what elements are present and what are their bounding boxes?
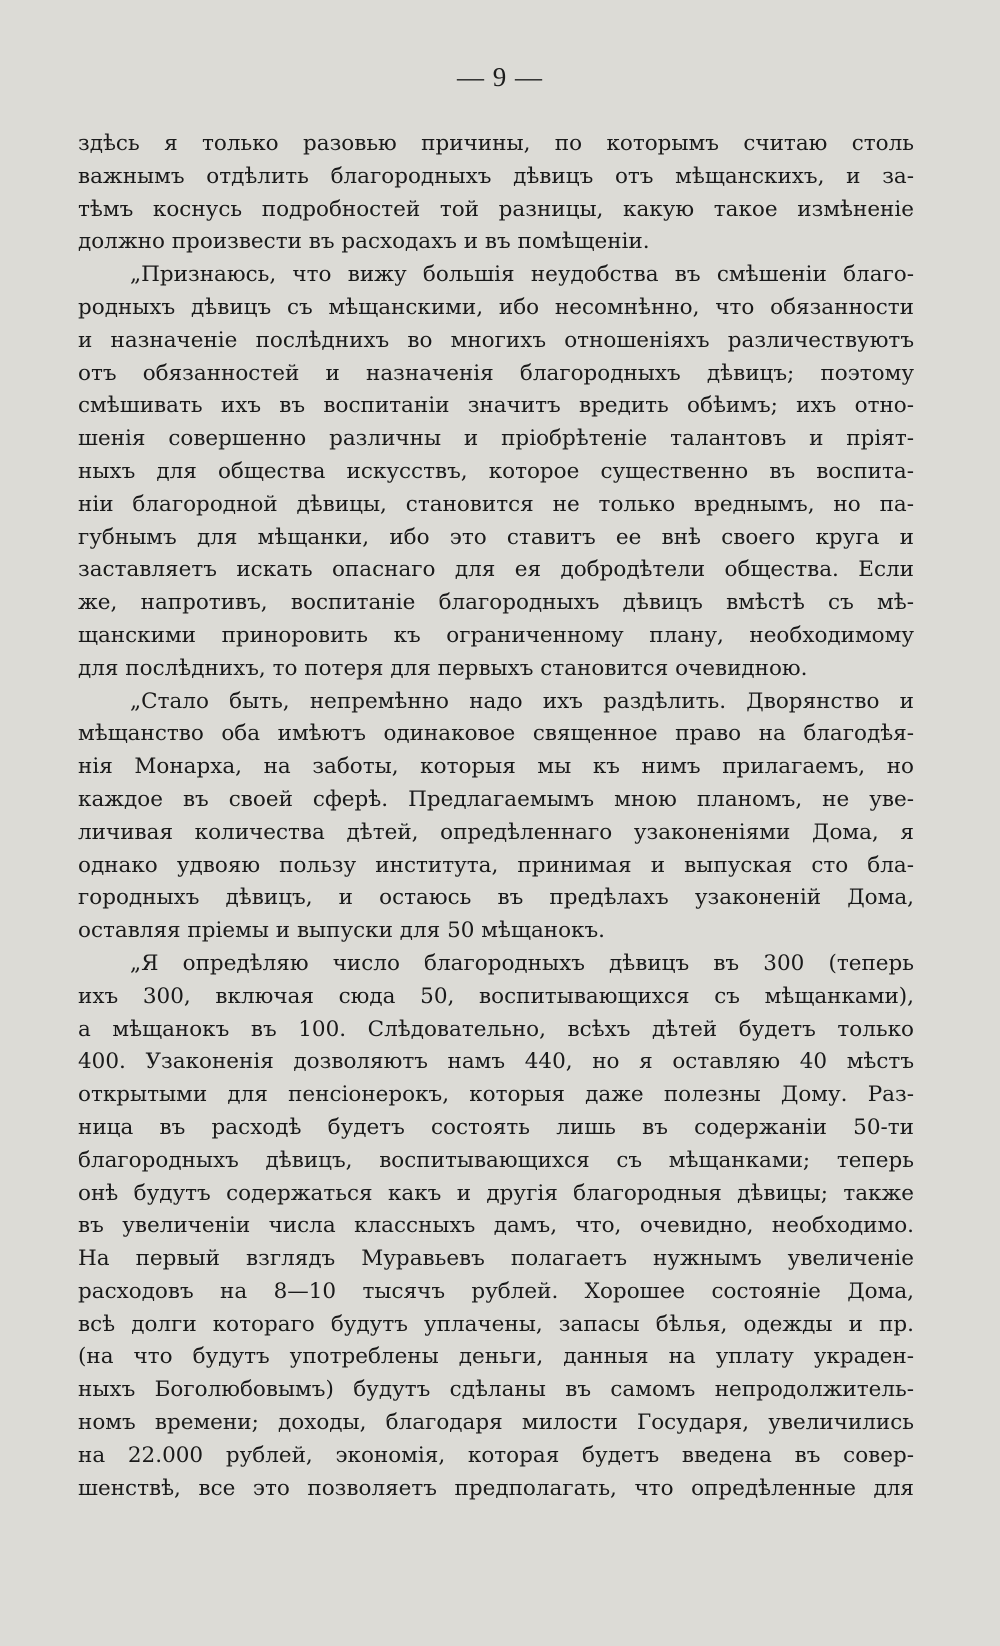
text-line: родныхъ дѣвицъ съ мѣщанскими, ибо несомнѣнно, что обязанности (78, 294, 914, 320)
text-line: важнымъ отдѣлить благородныхъ дѣвицъ отъ мѣщанскихъ, и за- (78, 163, 914, 189)
text-line: губнымъ для мѣщанки, ибо это ставитъ ее внѣ своего круга и (78, 524, 914, 550)
page-number: — 9 — (457, 62, 543, 92)
body-text (78, 128, 914, 1505)
text-line: ница въ расходѣ будетъ состоять лишь въ содержаніи 50-ти (78, 1114, 914, 1140)
text-line: щанскими приноровить къ ограниченному плану, необходимому (78, 622, 914, 648)
text-line: мѣщанство оба имѣютъ одинаковое священное право на благодѣя- (78, 721, 914, 747)
text-line: „Я опредѣляю число благородныхъ дѣвицъ въ 300 (теперь (130, 950, 914, 976)
text-line: ніи благородной дѣвицы, становится не только вреднымъ, но па- (78, 491, 914, 517)
text-line: благородныхъ дѣвицъ, воспитывающихся съ мѣщанками; теперь (78, 1147, 914, 1173)
text-line: (на что будутъ употреблены деньги, данныя на уплату украден- (78, 1344, 914, 1370)
text-line: всѣ долги котораго будутъ уплачены, запасы бѣлья, одежды и пр. (78, 1311, 914, 1337)
text-line: нія Монарха, на заботы, которыя мы къ нимъ прилагаемъ, но (78, 754, 914, 780)
text-line: же, напротивъ, воспитаніе благородныхъ дѣвицъ вмѣстѣ съ мѣ- (78, 590, 914, 616)
text-line: „Признаюсь, что вижу большія неудобства въ смѣшеніи благо- (130, 262, 914, 288)
text-line: заставляетъ искать опаснаго для ея добродѣтели общества. Если (78, 557, 914, 583)
text-line: и назначеніе послѣднихъ во многихъ отношеніяхъ различествуютъ (78, 327, 914, 353)
text-line: ныхъ для общества искусствъ, которое существенно въ воспита- (78, 458, 914, 484)
text-line: въ увеличеніи числа классныхъ дамъ, что, очевидно, необходимо. (78, 1213, 914, 1239)
text-line: расходовъ на 8—10 тысячъ рублей. Хорошее состояніе Дома, (78, 1278, 914, 1304)
text-line: здѣсь я только разовью причины, по которымъ считаю столь (78, 131, 914, 156)
text-line: отъ обязанностей и назначенія благородныхъ дѣвицъ; поэтому (78, 360, 914, 386)
text-line: смѣшивать ихъ въ воспитаніи значитъ вредить обѣимъ; ихъ отно- (78, 393, 914, 419)
text-line: ихъ 300, включая сюда 50, воспитывающихся съ мѣщанками), (78, 983, 914, 1009)
text-line: онѣ будутъ содержаться какъ и другія благородныя дѣвицы; также (78, 1180, 914, 1206)
text-line: личивая количества дѣтей, опредѣленнаго узаконеніями Дома, я (78, 819, 914, 845)
text-line: На первый взглядъ Муравьевъ полагаетъ нужнымъ увеличеніе (78, 1246, 914, 1272)
text-line: номъ времени; доходы, благодаря милости Государя, увеличились (78, 1410, 914, 1436)
text-line: шенія совершенно различны и пріобрѣтеніе талантовъ и пріят- (78, 426, 914, 452)
text-line: ныхъ Боголюбовымъ) будутъ сдѣланы въ самомъ непродолжитель- (78, 1377, 914, 1403)
text-line: городныхъ дѣвицъ, и остаюсь въ предѣлахъ узаконеній Дома, (78, 885, 914, 911)
text-line: должно произвести въ расходахъ и въ помѣщеніи. (78, 229, 650, 255)
text-line: для послѣднихъ, то потеря для первыхъ становится очевидною. (78, 655, 808, 681)
text-line: на 22.000 рублей, экономія, которая будетъ введена въ совер- (78, 1442, 914, 1468)
text-line: тѣмъ коснусь подробностей той разницы, какую такое измѣненіе (78, 196, 914, 222)
text-line: „Стало быть, непремѣнно надо ихъ раздѣлить. Дворянство и (130, 688, 914, 714)
text-line: шенствѣ, все это позволяетъ предполагать, что опредѣленные для (78, 1475, 914, 1501)
text-line: каждое въ своей сферѣ. Предлагаемымъ мною планомъ, не уве- (78, 786, 914, 812)
text-line: открытыми для пенсіонерокъ, которыя даже полезны Дому. Раз- (78, 1082, 914, 1108)
text-line: однако удвояю пользу института, принимая и выпуская сто бла- (78, 852, 914, 878)
text-line: оставляя пріемы и выпуски для 50 мѣщанокъ. (78, 918, 605, 944)
text-line: а мѣщанокъ въ 100. Слѣдовательно, всѣхъ дѣтей будетъ только (78, 1016, 914, 1042)
text-line: 400. Узаконенія дозволяютъ намъ 440, но я оставляю 40 мѣстъ (78, 1049, 914, 1075)
